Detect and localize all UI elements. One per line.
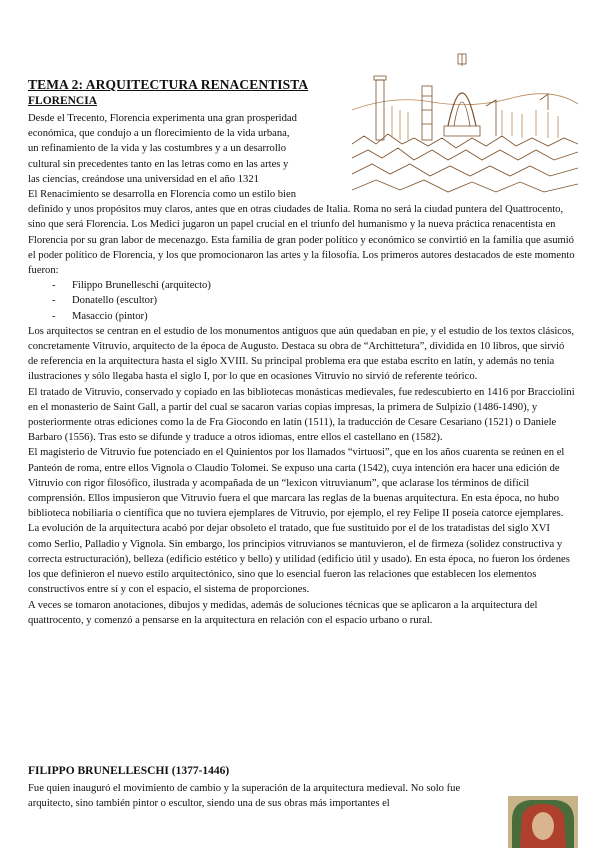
intro-line: Desde el Trecento, Florencia experimenta una gran prosperidad [28,113,297,124]
intro-line: un refinamiento de la vida y las costumbres y a un desarrollo [28,143,287,155]
paragraph: La evolución de la arquitectura acabó por dejar obsoleto el tratado, que fue sustituido por el de los tratadistas del siglo XVI como Serlio, Palladio y Vignola. Sin embargo, los principios vitruvianos se mantuvieron, el de firmeza (solidez constructiva y correcta estructuración), belleza (edificio estético y bello) y utilidad (edificio útil y usado). En esta época, no fueron los órdenes los que definieron el nuevo estilo arquitectónico, sino que lo esencial fueron las relaciones que establecen los elementos constructivos entre sí y con el espacio, el sistema de proporciones. [28,523,570,596]
paragraph: A veces se tomaron anotaciones, dibujos y medidas, además de soluciones técnicas que se aplicaron a la arquitectura del quattrocento, y comenzó a pensarse en la arquitectura en relación con el espacio urbano o rural. [28,599,538,626]
authors-list [28,278,576,324]
paragraph: El magisterio de Vitruvio fue potenciado en el Quinientos por los llamados “virtuosi”, que en los años cuarenta se reúnen en el Panteón de roma, entre ellos Vignola o Claudio Tolomei. Se expuso una carta (1542), cuya intención era hacer una edición de Vitruvio con rigor filosófico, ilustrada y acompañada de un “lexicon vitruvianum”, que aclarase los términos de difícil comprensión. Ellos impusieron que Vitruvio fuera el que marcara las reglas de la buenas arquitectura. En esta época, no hubo biblioteca nobiliaria o científica que no tuviera ejemplares de Vitruvio, por ejemplo, el rey Felipe II poseía catorce ejemplares. [28,447,565,520]
section-heading-brunelleschi: FILIPPO BRUNELLESCHI (1377-1446) [28,765,230,777]
list-item: - Donatello (escultor) [52,293,576,308]
paragraph: Fue quien inauguró el movimiento de cambio y la superación de la arquitectura medieval. No solo fue arquitecto, sino también pintor o escultor, siendo una de sus obras más importantes el [28,783,461,810]
paragraph: Los arquitectos se centran en el estudio de los monumentos antiguos que aún quedaban en pie, y el estudio de los textos clásicos, concretamente Vitruvio, arquitecto de la época de Augusto. Destaca su obra de “Archittetura”, dividida en 10 libros, que sirvió de referencia en la arquitectura hasta el siglo XVIII. Su principal problema era que estaba escrito en latín, y además no tenía ilustraciones y sólo llegaba hasta el siglo I, por lo que en ocasiones Vitruvio no sirvió de referente teórico. [28,325,575,383]
paragraph: definido y unos propósitos muy claros, antes que en otras ciudades de Italia. Roma no será la ciudad puntera del Quattrocento, sino que será Florencia. Los Medici jugaron un papel crucial en el triunfo del humanismo y la nueva práctica renacentista en Florencia por su gran labor de mecenazgo. Esta familia de gran poder político y económico se convirtió en la familia que asumió el poder político de Florencia, y los que promocionaron las artes y la filosofía. Los primeros autores destacados de este momento fueron: [28,204,575,277]
list-item: - Masaccio (pintor) [52,309,576,324]
intro-line: económica, que condujo a un florecimiento de la vida urbana, [28,128,290,140]
paragraph: El tratado de Vitruvio, conservado y copiado en las bibliotecas monásticas medievales, fue redescubierto en 1416 por Bracciolini en el monasterio de Saint Gall, a partir del cual se sacaron varias copias impresas, la primera de Sulpizio (1486-1490), y posteriormente otras ediciones como la de Fra Giocondo en latín (1511), la traducción de Cesare Cesariano (1521) o Daniele Barbaro (1556). Tras esto se difunde y traduce a otros idiomas, entre ellos el castellano en (1582). [28,386,575,444]
section2-text [28,781,468,811]
brunelleschi-portrait [508,796,578,848]
intro-block [28,111,346,202]
list-item: - Filippo Brunelleschi (arquitecto) [52,278,576,293]
intro-line: cultural sin precedentes tanto en las letras como en las artes y [28,158,289,170]
section-heading-florencia: FLORENCIA [28,95,98,107]
main-text [28,111,576,628]
intro-line: las ciencias, creándose una universidad en el año 1321 [28,173,259,185]
page-title: TEMA 2: ARQUITECTURA RENACENTISTA [28,77,309,92]
intro-line: El Renacimiento se desarrolla en Florencia como un estilo bien [28,189,296,201]
